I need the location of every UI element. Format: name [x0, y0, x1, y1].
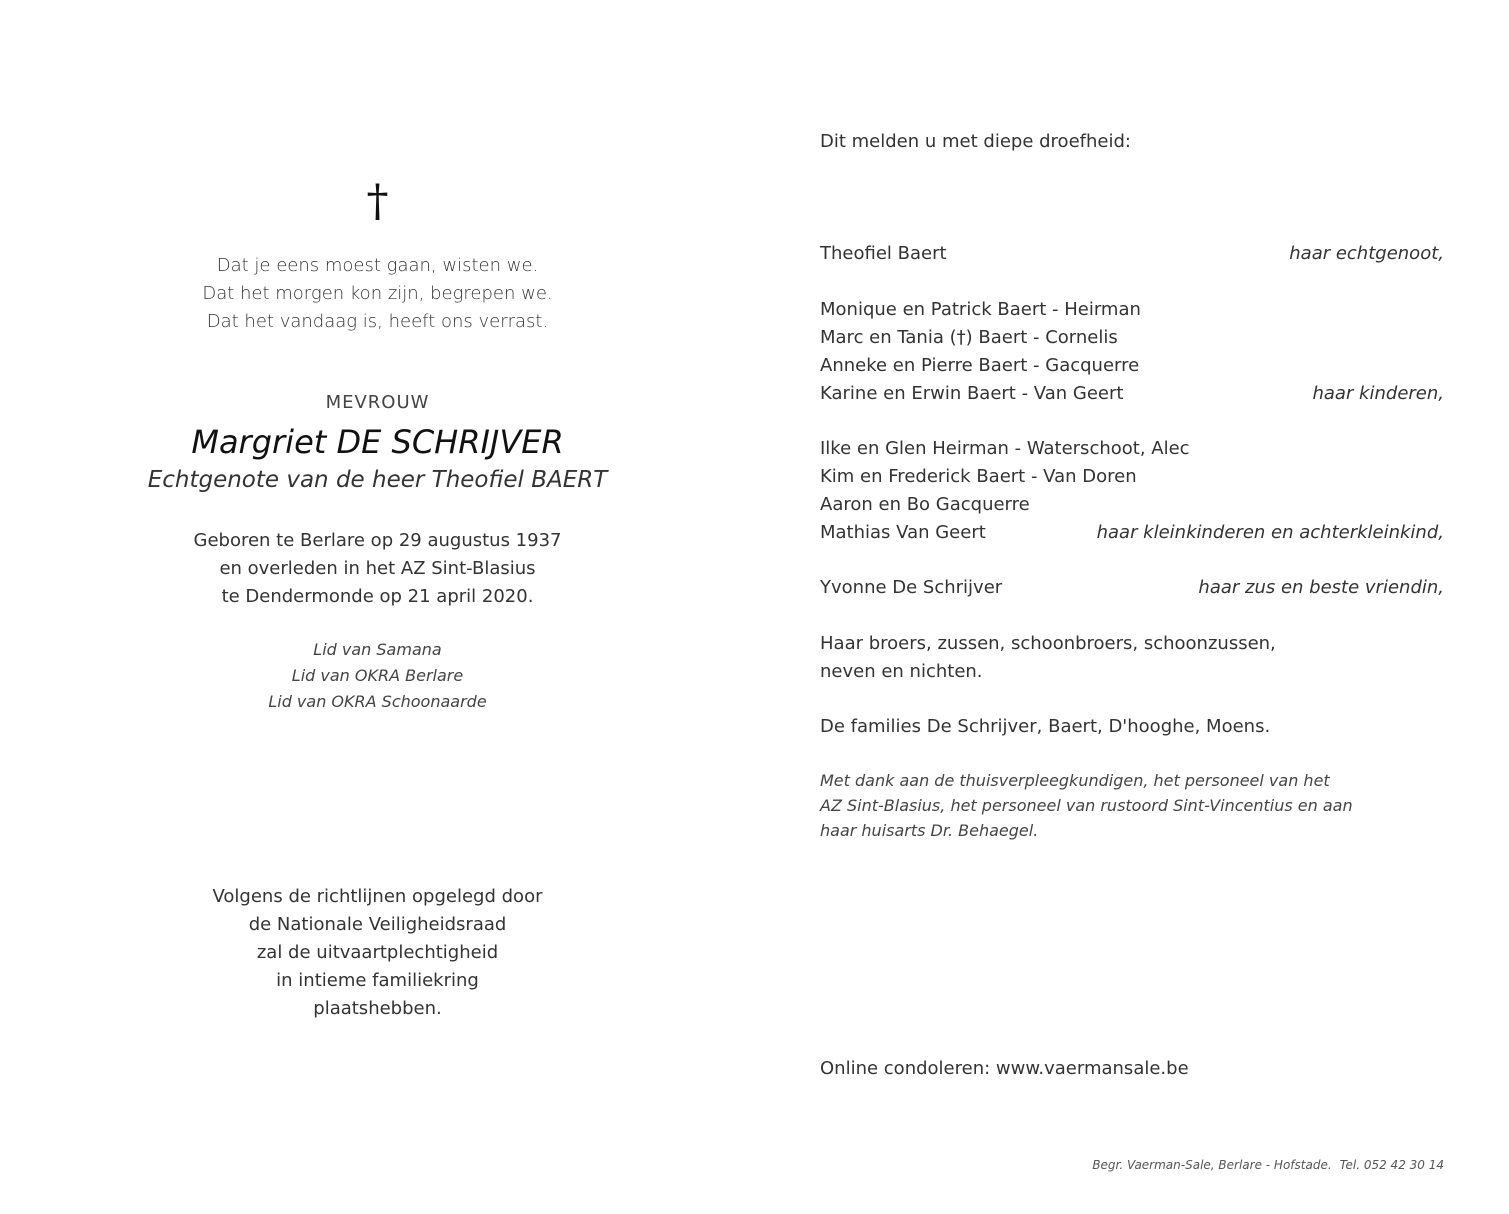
families-line: De families De Schrijver, Baert, D'hooghe, Moens. [820, 716, 1271, 737]
children-group [820, 296, 1444, 408]
birth-death-line: te Dendermonde op 21 april 2020. [221, 586, 534, 607]
birth-death-info [0, 527, 755, 611]
poem-line: Dat het morgen kon zijn, begrepen we. [202, 283, 553, 304]
cross-icon: † [366, 176, 389, 227]
thanks-line: haar huisarts Dr. Behaegel. [820, 821, 1039, 840]
relatives-line: Haar broers, zussen, schoonbroers, schoonzussen, [820, 633, 1276, 654]
notice-line: Volgens de richtlijnen opgelegd door [212, 886, 543, 907]
funeral-notice [0, 883, 755, 1023]
family-line [820, 435, 1444, 463]
poem-line: Dat het vandaag is, heeft ons verrast. [206, 311, 549, 332]
family-line [820, 519, 1444, 547]
funeral-home: Begr. Vaerman-Sale, Berlare - Hofstade. [1092, 1158, 1332, 1172]
notice-line: in intieme familiekring [276, 970, 479, 991]
membership-item: Lid van OKRA Schoonaarde [268, 692, 487, 711]
notice-line: plaatshebben. [313, 998, 442, 1019]
title-label: MEVROUW [325, 392, 430, 413]
family-relation: haar zus en beste vriendin, [1198, 577, 1444, 598]
family-relation: haar kinderen, [1312, 383, 1444, 404]
sister-group [820, 574, 1444, 602]
family-name: Monique en Patrick Baert - Heirman [820, 299, 1141, 320]
poem-line: Dat je eens moest gaan, wisten we. [216, 255, 539, 276]
online-condolence: Online condoleren: www.vaermansale.be [820, 1058, 1189, 1079]
poem [0, 252, 755, 336]
right-panel [820, 0, 1444, 1214]
family-line [820, 324, 1444, 352]
birth-death-line: Geboren te Berlare op 29 augustus 1937 [193, 530, 562, 551]
thanks-note [820, 768, 1444, 843]
intro-line: Dit melden u met diepe droefheid: [820, 131, 1131, 152]
family-relation: haar echtgenoot, [1289, 243, 1444, 264]
thanks-line: AZ Sint-Blasius, het personeel van rustoord Sint-Vincentius en aan [820, 796, 1353, 815]
family-name: Aaron en Bo Gacquerre [820, 494, 1030, 515]
membership-item: Lid van OKRA Berlare [291, 666, 464, 685]
family-line [820, 463, 1444, 491]
family-name: Yvonne De Schrijver [820, 577, 1003, 598]
family-name: Ilke en Glen Heirman - Waterschoot, Alec [820, 438, 1190, 459]
relatives-line: neven en nichten. [820, 661, 983, 682]
notice-line: de Nationale Veiligheidsraad [248, 914, 507, 935]
thanks-line: Met dank aan de thuisverpleegkundigen, het personeel van het [820, 771, 1330, 790]
footer [1092, 1158, 1444, 1172]
relatives [820, 630, 1444, 686]
phone-number: Tel. 052 42 30 14 [1339, 1158, 1444, 1172]
family-name: Theofiel Baert [820, 243, 947, 264]
notice-line: zal de uitvaartplechtigheid [256, 942, 499, 963]
family-name: Karine en Erwin Baert - Van Geert [820, 383, 1124, 404]
family-name: Anneke en Pierre Baert - Gacquerre [820, 355, 1140, 376]
family-name: Marc en Tania (†) Baert - Cornelis [820, 327, 1118, 348]
family-line [820, 380, 1444, 408]
family-name: Kim en Frederick Baert - Van Doren [820, 466, 1137, 487]
memberships [0, 637, 755, 715]
grandchildren-group [820, 435, 1444, 547]
family-relation: haar kleinkinderen en achterkleinkind, [1096, 522, 1444, 543]
family-line [820, 491, 1444, 519]
deceased-name: Margriet DE SCHRIJVER [191, 423, 564, 461]
family-line [820, 296, 1444, 324]
membership-item: Lid van Samana [313, 640, 442, 659]
birth-death-line: en overleden in het AZ Sint-Blasius [219, 558, 536, 579]
family-line [820, 574, 1444, 602]
spouse-line: Echtgenote van de heer Theofiel BAERT [147, 467, 608, 493]
family-name: Mathias Van Geert [820, 522, 986, 543]
family-line [820, 240, 1444, 268]
family-line [820, 352, 1444, 380]
spouse-group [820, 240, 1444, 268]
